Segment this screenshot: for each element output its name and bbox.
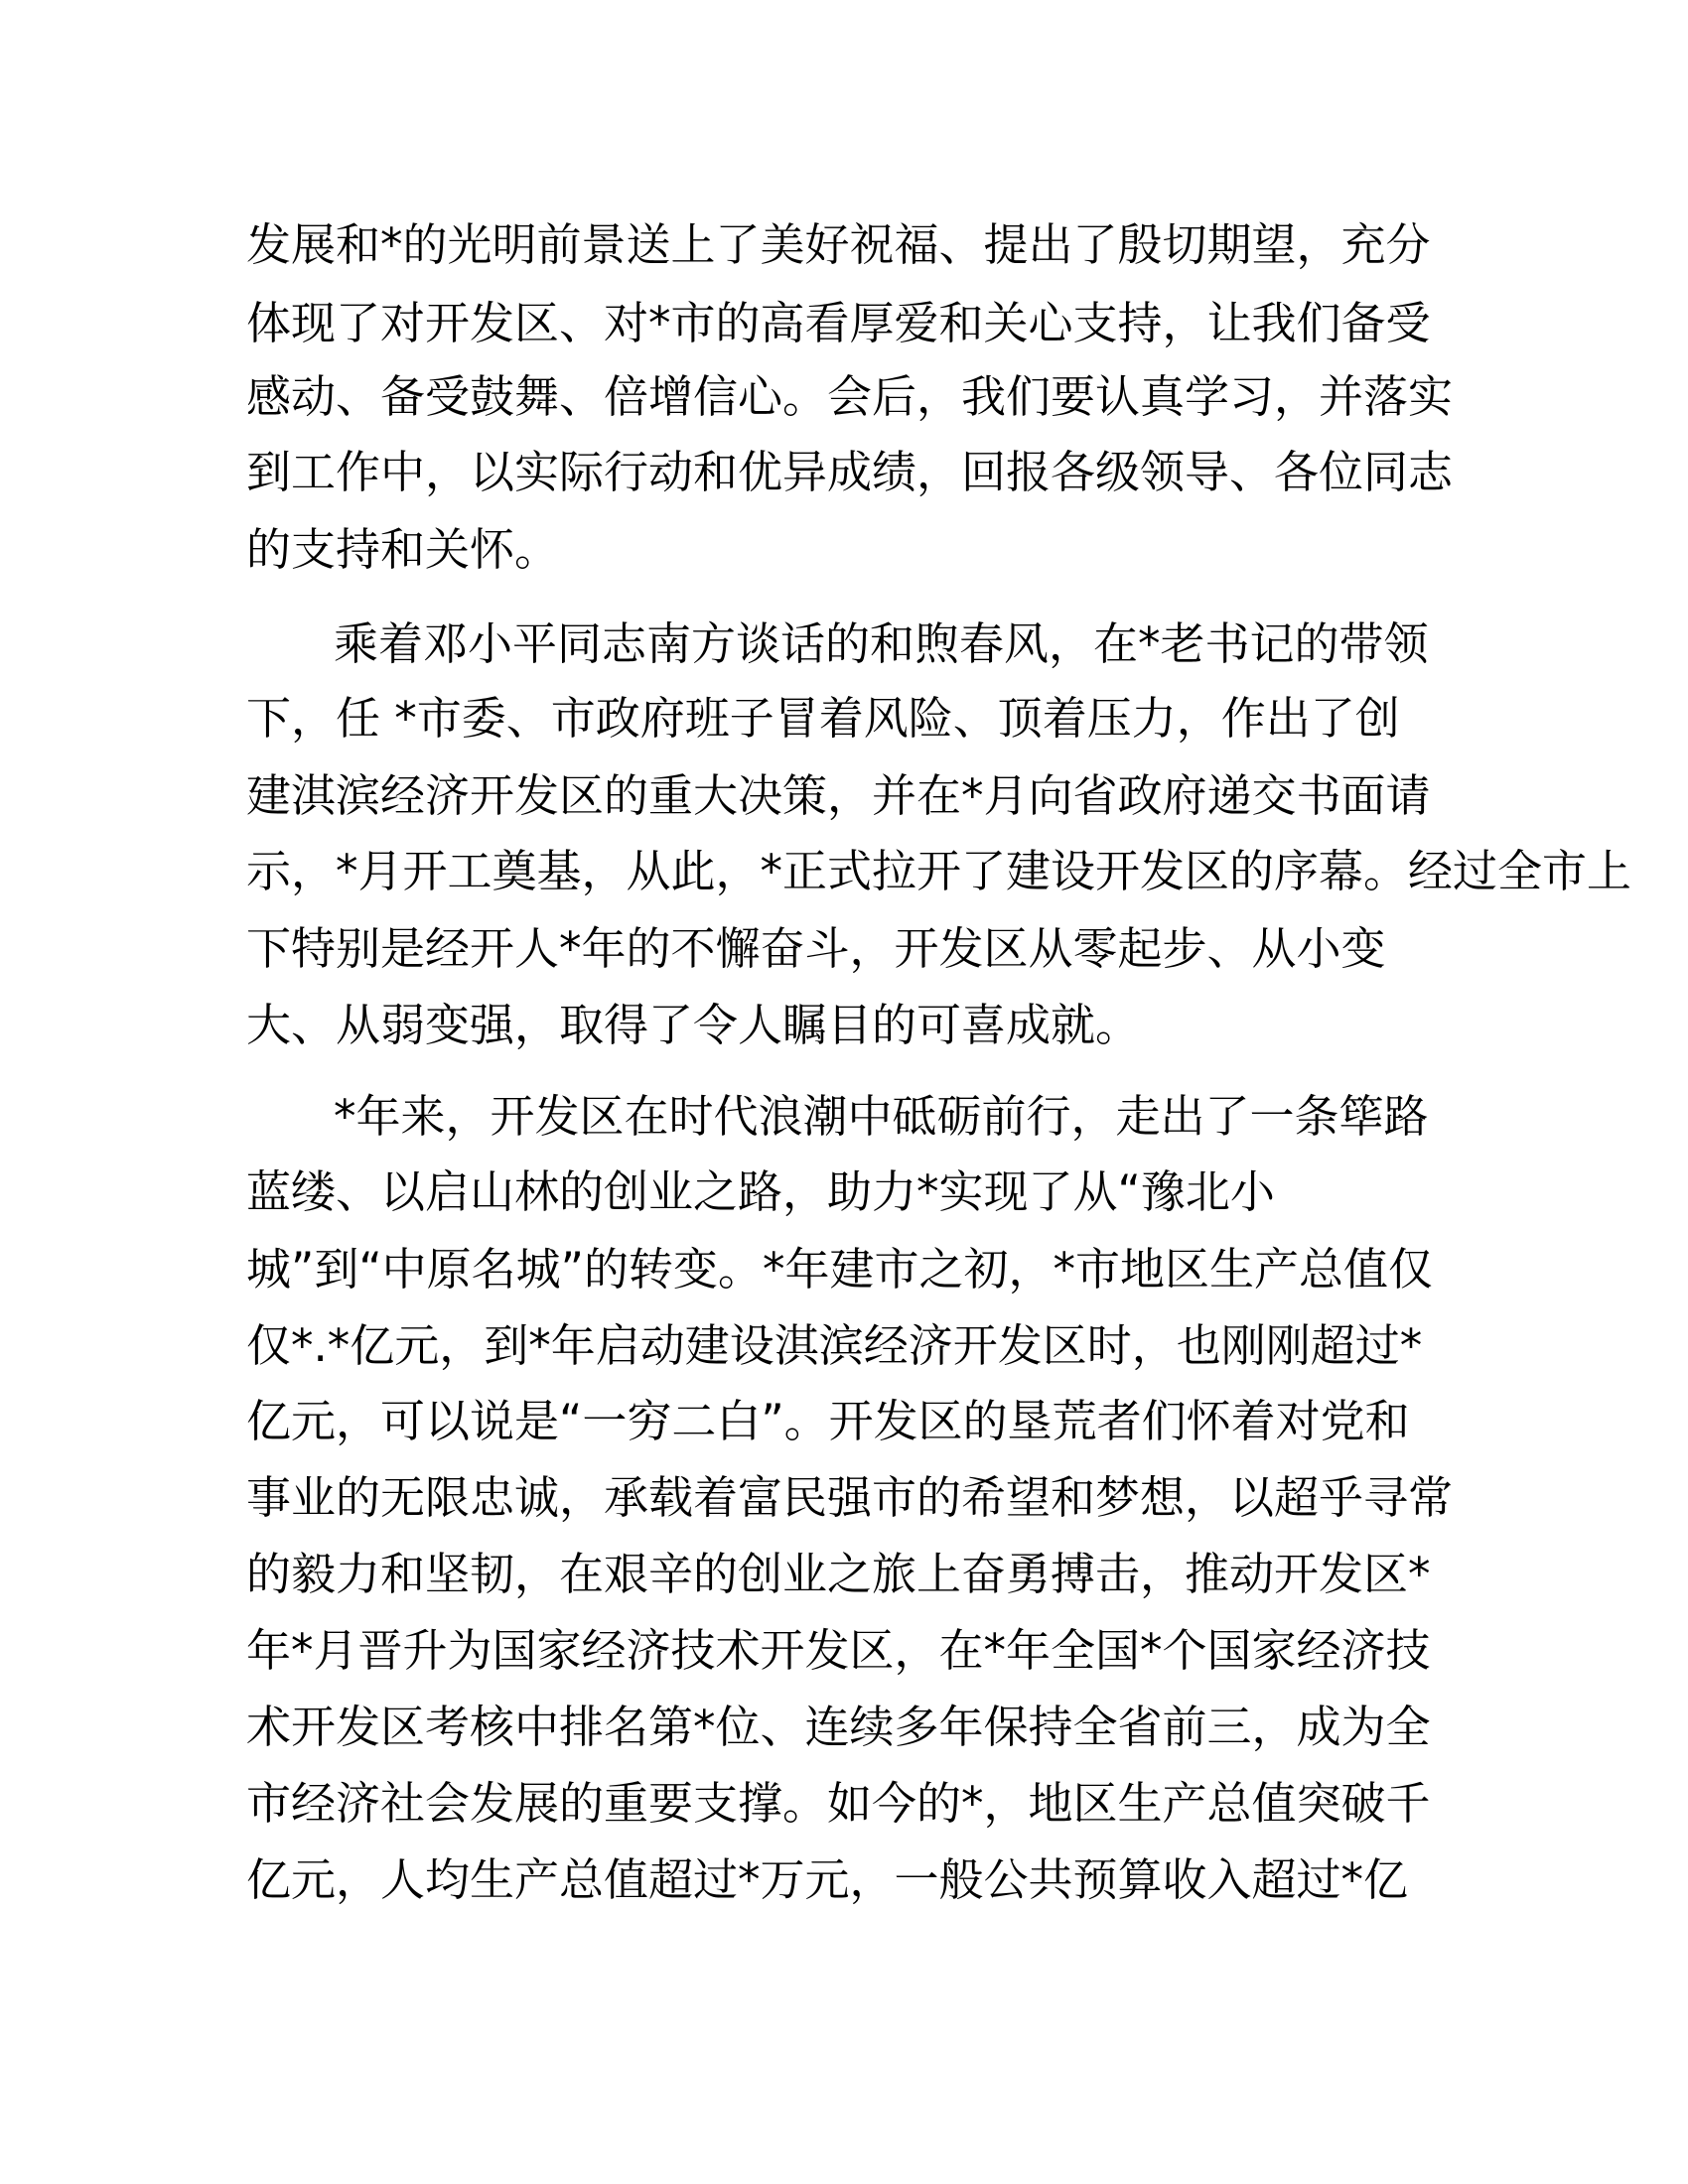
paragraph-3-line-1: *年来，开发区在时代浪潮中砥砺前行，走出了一条筚路: [334, 1090, 1429, 1143]
paragraph-3-line-9: 术开发区考核中排名第*位、连续多年保持全省前三，成为全: [246, 1701, 1431, 1753]
paragraph-2-line-2: 下，任 *市委、市政府班子冒着风险、顶着压力，作出了创: [246, 692, 1400, 745]
paragraph-1-line-4: 到工作中，以实际行动和优异成绩，回报各级领导、各位同志: [246, 446, 1454, 498]
paragraph-1-line-1: 发展和*的光明前景送上了美好祝福、提出了殷切期望，充分: [246, 218, 1431, 271]
paragraph-3-line-7: 的毅力和坚韧，在艰辛的创业之旅上奋勇搏击，推动开发区*: [246, 1548, 1431, 1600]
paragraph-3-line-3: 城”到“中原名城”的转变。*年建市之初，*市地区生产总值仅: [246, 1243, 1433, 1296]
paragraph-3-line-4: 仅*.*亿元，到*年启动建设淇滨经济开发区时，也刚刚超过*: [246, 1319, 1423, 1372]
paragraph-2-line-1: 乘着邓小平同志南方谈话的和煦春风，在*老书记的带领: [334, 617, 1429, 670]
paragraph-3-line-8: 年*月晋升为国家经济技术开发区，在*年全国*个国家经济技: [246, 1624, 1431, 1677]
paragraph-1-line-2: 体现了对开发区、对*市的高看厚爱和关心支持，让我们备受: [246, 297, 1431, 349]
paragraph-3-line-10: 市经济社会发展的重要支撑。如今的*，地区生产总值突破千: [246, 1777, 1431, 1830]
paragraph-2-line-5: 下特别是经开人*年的不懈奋斗，开发区从零起步、从小变: [246, 922, 1386, 975]
paragraph-2-line-4: 示，*月开工奠基，从此，*正式拉开了建设开发区的序幕。经过全市上: [246, 845, 1632, 897]
paragraph-2-line-6: 大、从弱变强，取得了令人瞩目的可喜成就。: [246, 999, 1141, 1051]
paragraph-3-line-11: 亿元，人均生产总值超过*万元，一般公共预算收入超过*亿: [246, 1853, 1409, 1906]
paragraph-3-line-6: 事业的无限忠诚，承载着富民强市的希望和梦想，以超乎寻常: [246, 1471, 1454, 1524]
paragraph-3-line-5: 亿元，可以说是“一穷二白”。开发区的垦荒者们怀着对党和: [246, 1395, 1410, 1447]
paragraph-1-line-3: 感动、备受鼓舞、倍增信心。会后，我们要认真学习，并落实: [246, 370, 1454, 423]
paragraph-2-line-3: 建淇滨经济开发区的重大决策，并在*月向省政府递交书面请: [246, 769, 1431, 822]
paragraph-1-line-5: 的支持和关怀。: [246, 523, 560, 576]
paragraph-3-line-2: 蓝缕、以启山林的创业之路，助力*实现了从“豫北小: [246, 1165, 1275, 1218]
